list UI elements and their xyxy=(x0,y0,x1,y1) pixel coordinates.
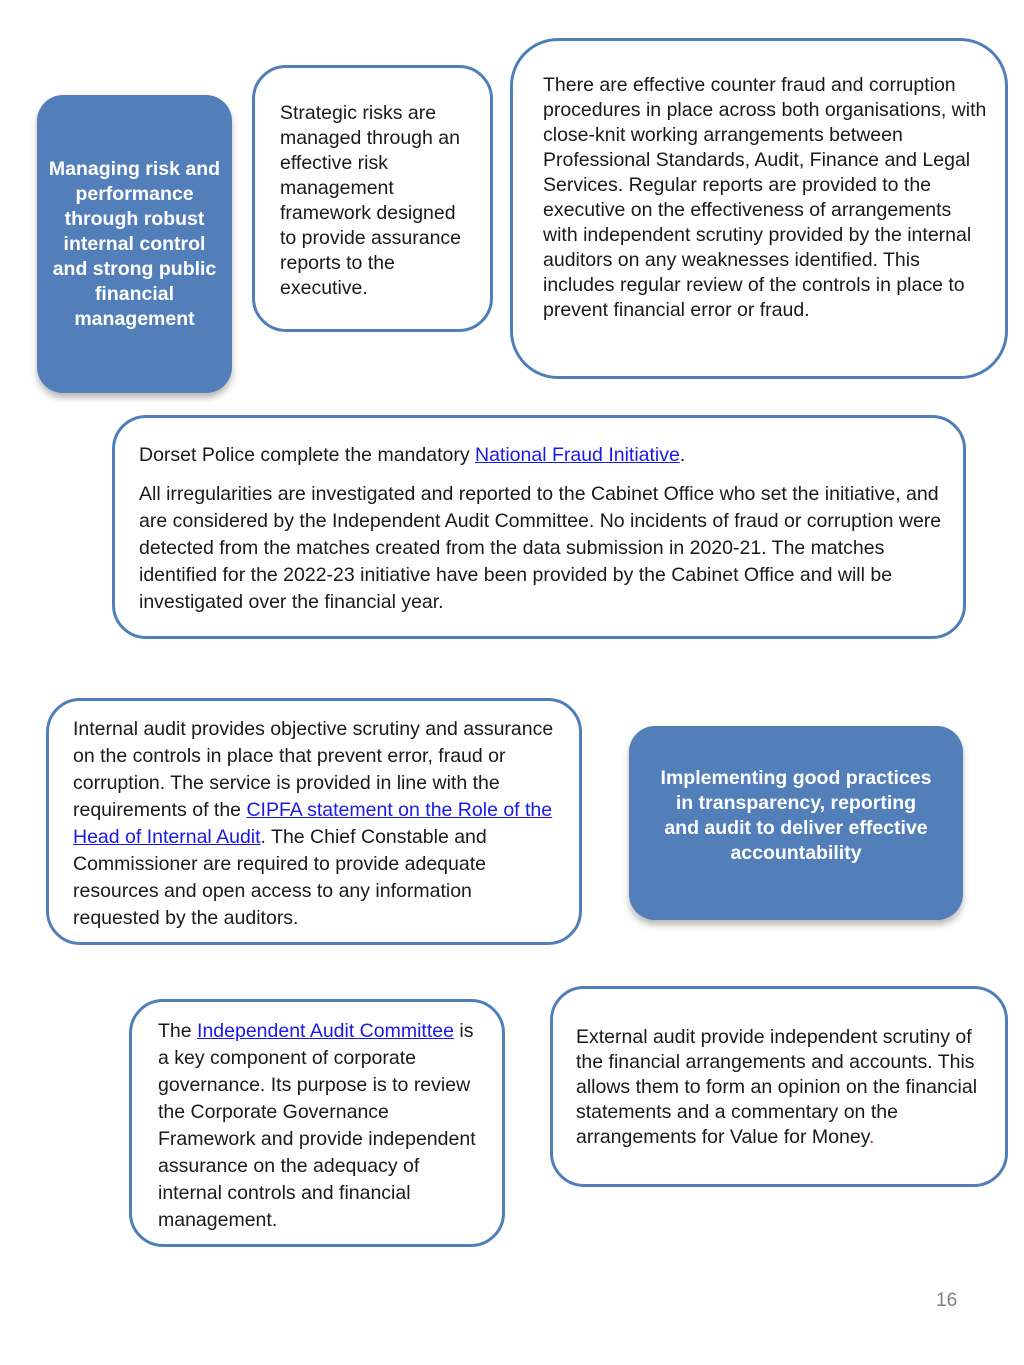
audit-committee-text-end: is a key component of corporate governance. Its purpose is to review the Corporate Governance Framework and provide independent assurance on the adequacy of internal controls and financial management. xyxy=(158,1020,476,1231)
audit-committee-box xyxy=(129,999,505,1247)
cipfa-statement-link[interactable]: CIPFA statement on the Role of the Head of Internal Audit xyxy=(73,799,553,848)
nfi-box xyxy=(112,415,966,639)
managing-risk-heading-box xyxy=(37,95,232,393)
external-audit-text-end: . xyxy=(869,1126,875,1148)
page-number: 16 xyxy=(936,1290,958,1311)
nfi-intro-end: . xyxy=(679,444,686,466)
counter-fraud-box xyxy=(510,38,1008,379)
strategic-risks-box xyxy=(252,65,493,332)
independent-audit-committee-link[interactable]: Independent Audit Committee xyxy=(197,1020,454,1042)
strategic-risks-text: Strategic risks are managed through an effective risk management framework designed to provide assurance reports to the executive. xyxy=(280,102,462,299)
managing-risk-heading: Managing risk and performance through robust internal control and strong public financial management xyxy=(48,157,221,330)
external-audit-box xyxy=(550,986,1008,1187)
internal-audit-text-end: . The Chief Constable and Commissioner are required to provide adequate resources and open access to any information requested by the auditors. xyxy=(73,826,487,929)
external-audit-text xyxy=(576,1025,985,1150)
internal-audit-text-start: Internal audit provides objective scrutiny and assurance on the controls in place that prevent error, fraud or corruption. The service is provided in line with the requirements of the xyxy=(73,718,554,821)
nfi-intro xyxy=(139,443,943,468)
audit-committee-text-start: The xyxy=(158,1020,198,1042)
nfi-intro-text: Dorset Police complete the mandatory xyxy=(139,444,475,466)
external-audit-text-body: External audit provide independent scrutiny of the financial arrangements and accounts. This allows them to form an opinion on the financial statements and a commentary on the arrangements for Value for Money xyxy=(576,1026,978,1148)
audit-committee-text xyxy=(158,1018,486,1234)
implementing-practices-heading: Implementing good practices in transparency, reporting and audit to deliver effective accountability xyxy=(660,767,932,864)
national-fraud-initiative-link[interactable]: National Fraud Initiative xyxy=(475,444,680,466)
nfi-body: All irregularities are investigated and reported to the Cabinet Office who set the initiative, and are considered by the Independent Audit Committee. No incidents of fraud or corruption were detected from the matches created from the data submission in 2020-21. The matches identified for the 2022-23 initiative have been provided by the Cabinet Office and will be investigated over the financial year. xyxy=(139,483,942,613)
internal-audit-text xyxy=(73,716,561,932)
counter-fraud-text: There are effective counter fraud and corruption procedures in place across both organisations, with close-knit working arrangements between Professional Standards, Audit, Finance and Legal Services. Regular reports are provided to the executive on the effectiveness of arrangements with independent scrutiny provided by the internal auditors on any weaknesses identified. This includes regular review of the controls in place to prevent financial error or fraud. xyxy=(543,74,987,321)
implementing-practices-heading-box xyxy=(629,726,963,920)
internal-audit-box xyxy=(46,698,582,945)
